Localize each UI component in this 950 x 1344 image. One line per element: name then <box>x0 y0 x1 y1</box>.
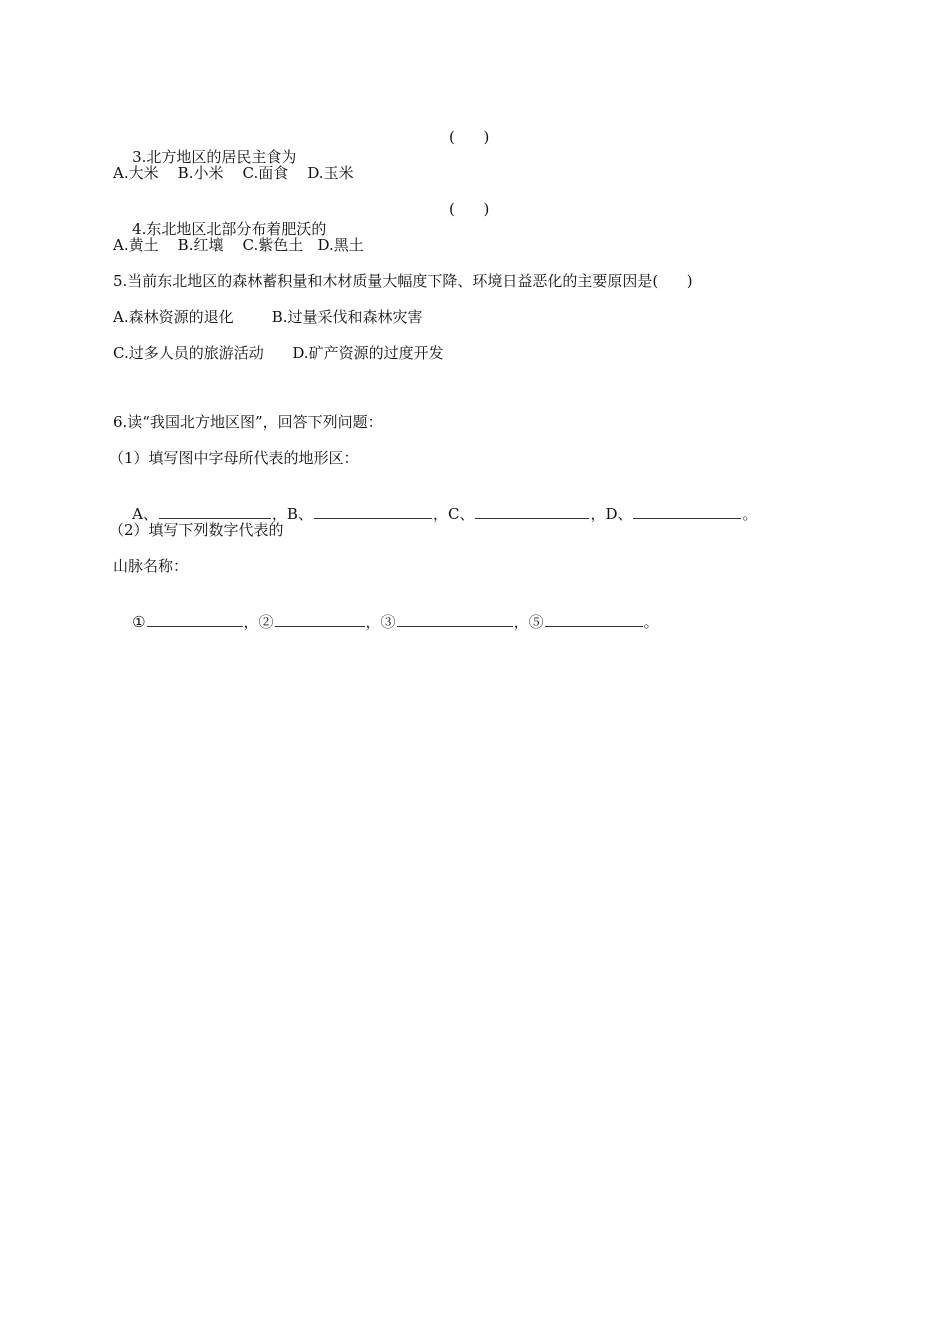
question-3-text: 3.北方地区的居民主食为 <box>132 148 297 166</box>
blank-label-a: A、 <box>132 505 158 523</box>
blank-label-5: ，⑤ <box>513 613 544 631</box>
answer-blank-3[interactable] <box>397 612 513 627</box>
question-5-options-row2: C.过多人员的旅游活动 D.矿产资源的过度开发 <box>113 344 444 362</box>
question-6-part2-prompt-cont: 山脉名称： <box>113 557 189 575</box>
answer-blank-b[interactable] <box>314 504 432 519</box>
answer-blank-a[interactable] <box>159 504 271 519</box>
question-4-answer-paren: ( ) <box>449 200 490 218</box>
blank-label-2: ，② <box>243 613 274 631</box>
answer-blank-c[interactable] <box>475 504 589 519</box>
answer-blank-1[interactable] <box>147 612 243 627</box>
blank-label-3: ，③ <box>365 613 396 631</box>
blank-end-period-2: 。 <box>643 613 659 631</box>
question-6-stem: 6.读“我国北方地区图”，回答下列问题： <box>113 413 383 431</box>
question-5-options-row1: A.森林资源的退化 B.过量采伐和森林灾害 <box>113 308 423 326</box>
blank-label-b: ，B、 <box>271 505 313 523</box>
question-4-options: A.黄土 B.红壤 C.紫色土 D.黑土 <box>113 236 364 254</box>
question-4-text: 4.东北地区北部分布着肥沃的 <box>132 220 327 238</box>
blank-label-c: ，C、 <box>432 505 475 523</box>
question-3-options: A.大米 B.小米 C.面食 D.玉米 <box>113 164 354 182</box>
answer-blank-2[interactable] <box>275 612 365 627</box>
question-6-part2-blanks <box>113 592 659 652</box>
question-6-part2-prompt: （2）填写下列数字代表的 <box>109 521 284 539</box>
question-6-part1-prompt: （1）填写图中字母所代表的地形区： <box>109 449 359 467</box>
blank-label-d: ，D、 <box>590 505 633 523</box>
answer-blank-d[interactable] <box>633 504 741 519</box>
blank-end-period: 。 <box>742 505 758 523</box>
blank-label-1: ① <box>132 613 146 631</box>
question-3-answer-paren: ( ) <box>449 128 490 146</box>
question-5-stem: 5.当前东北地区的森林蓄积量和木材质量大幅度下降、环境日益恶化的主要原因是( ) <box>113 272 693 290</box>
answer-blank-5[interactable] <box>545 612 643 627</box>
